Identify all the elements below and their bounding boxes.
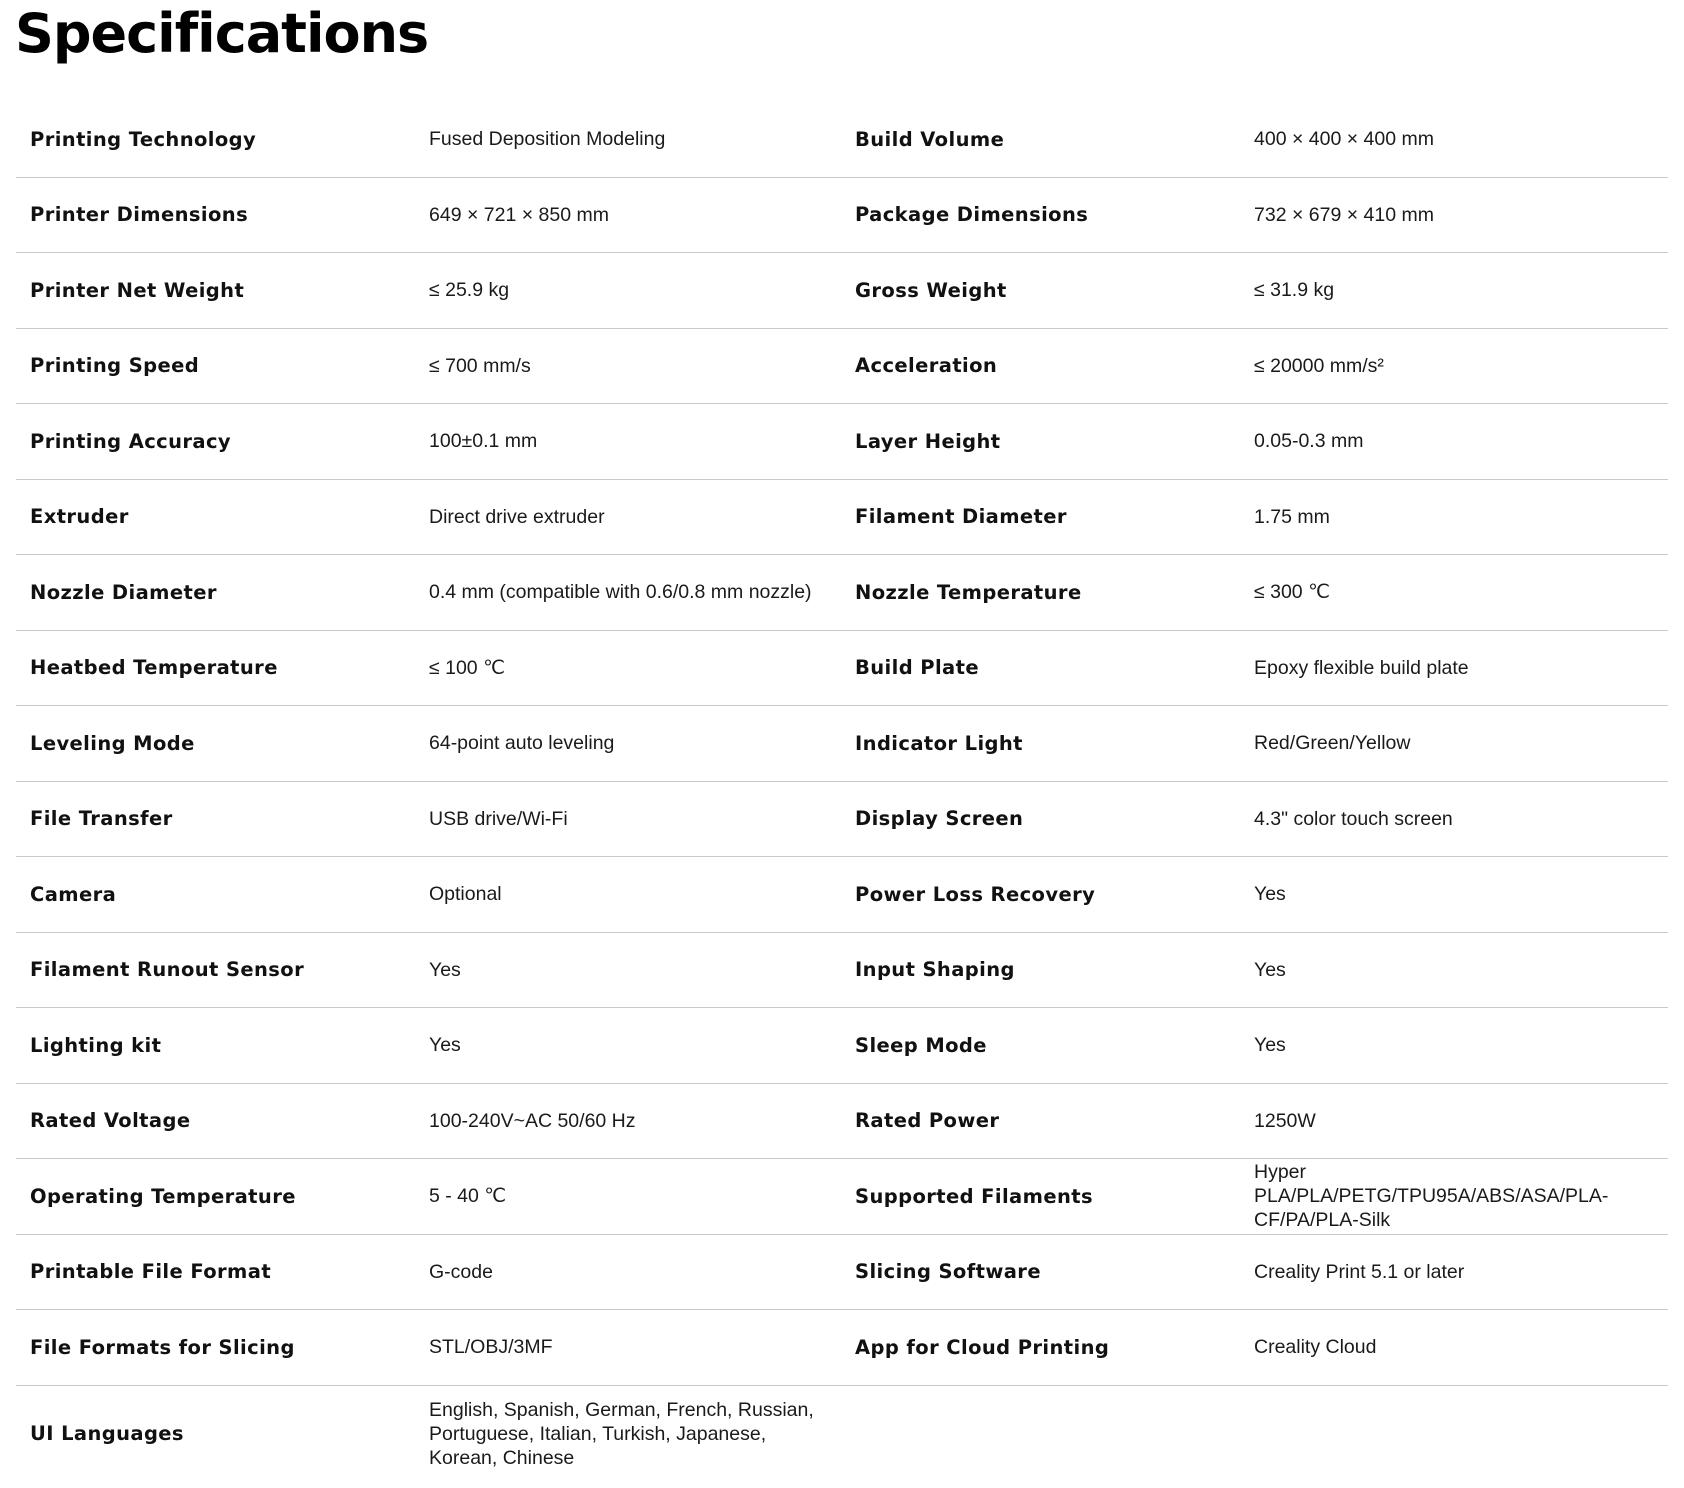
spec-row	[16, 178, 1668, 254]
spec-value: 649 × 721 × 850 mm	[429, 203, 609, 226]
spec-row	[16, 329, 1668, 405]
spec-value: Yes	[1254, 883, 1286, 906]
spec-label: Power Loss Recovery	[855, 882, 1096, 906]
spec-label: Rated Power	[855, 1109, 1000, 1133]
spec-value: Red/Green/Yellow	[1254, 732, 1411, 755]
spec-label: Package Dimensions	[855, 203, 1089, 227]
spec-label: Camera	[30, 882, 117, 906]
spec-row	[16, 1386, 1668, 1482]
spec-label: Extruder	[30, 505, 129, 529]
spec-label: Supported Filaments	[855, 1184, 1093, 1208]
spec-label: Acceleration	[855, 354, 998, 378]
spec-value: ≤ 100 ℃	[429, 656, 505, 679]
spec-value: 100±0.1 mm	[429, 430, 538, 453]
spec-label: File Transfer	[30, 807, 173, 831]
spec-label: Printing Technology	[30, 127, 257, 151]
spec-label: Build Volume	[855, 127, 1005, 151]
page-title: Specifications	[15, 2, 429, 65]
spec-label: Operating Temperature	[30, 1184, 296, 1208]
spec-label: Printer Net Weight	[30, 278, 245, 302]
spec-label: Gross Weight	[855, 278, 1007, 302]
spec-label: Layer Height	[855, 429, 1001, 453]
spec-row	[16, 933, 1668, 1009]
spec-value: 4.3" color touch screen	[1254, 807, 1453, 830]
spec-row	[16, 404, 1668, 480]
spec-value: Yes	[1254, 1034, 1286, 1057]
spec-value: ≤ 25.9 kg	[429, 279, 510, 302]
spec-value: Direct drive extruder	[429, 505, 605, 528]
spec-value: Creality Print 5.1 or later	[1254, 1260, 1465, 1283]
spec-label: Input Shaping	[855, 958, 1015, 982]
spec-value: 0.4 mm (compatible with 0.6/0.8 mm nozzle)	[429, 581, 812, 604]
spec-label: Filament Runout Sensor	[30, 958, 305, 982]
spec-row	[16, 253, 1668, 329]
spec-row	[16, 706, 1668, 782]
spec-value: 100-240V~AC 50/60 Hz	[429, 1109, 636, 1132]
spec-value: Optional	[429, 883, 502, 906]
spec-value: ≤ 31.9 kg	[1254, 279, 1335, 302]
spec-label: Slicing Software	[855, 1260, 1041, 1284]
spec-value: Fused Deposition Modeling	[429, 128, 666, 151]
spec-label: Build Plate	[855, 656, 979, 680]
spec-row	[16, 480, 1668, 556]
spec-value: Yes	[1254, 958, 1286, 981]
spec-label: Printing Speed	[30, 354, 200, 378]
spec-label: Nozzle Temperature	[855, 580, 1082, 604]
spec-value: Creality Cloud	[1254, 1336, 1377, 1359]
spec-label: Sleep Mode	[855, 1033, 987, 1057]
spec-table	[16, 102, 1668, 1482]
spec-value: Yes	[429, 1034, 461, 1057]
spec-value: 64-point auto leveling	[429, 732, 615, 755]
spec-label: Lighting kit	[30, 1033, 162, 1057]
spec-label: Nozzle Diameter	[30, 580, 217, 604]
spec-label: Printable File Format	[30, 1260, 272, 1284]
spec-value: 5 - 40 ℃	[429, 1185, 507, 1208]
spec-label: Printing Accuracy	[30, 429, 232, 453]
spec-label: File Formats for Slicing	[30, 1335, 295, 1359]
spec-label: Indicator Light	[855, 731, 1023, 755]
spec-label: Rated Voltage	[30, 1109, 191, 1133]
spec-label: Heatbed Temperature	[30, 656, 278, 680]
spec-value: G-code	[429, 1260, 493, 1283]
spec-label: UI Languages	[30, 1422, 184, 1445]
spec-value: Yes	[429, 958, 461, 981]
spec-label: Leveling Mode	[30, 731, 195, 755]
spec-row	[16, 1310, 1668, 1386]
spec-row	[16, 555, 1668, 631]
spec-value: USB drive/Wi-Fi	[429, 807, 568, 830]
spec-row	[16, 1084, 1668, 1160]
spec-label: App for Cloud Printing	[855, 1335, 1110, 1359]
spec-row	[16, 782, 1668, 858]
spec-label: Display Screen	[855, 807, 1024, 831]
spec-value: 400 × 400 × 400 mm	[1254, 128, 1434, 151]
spec-value: 1250W	[1254, 1109, 1316, 1132]
spec-row	[16, 631, 1668, 707]
spec-value: Epoxy flexible build plate	[1254, 656, 1469, 679]
spec-row	[16, 1159, 1668, 1235]
spec-value: Hyper PLA/PLA/PETG/TPU95A/ABS/ASA/PLA-CF/PA/PLA-Silk	[1254, 1161, 1609, 1232]
spec-row	[16, 1008, 1668, 1084]
spec-row	[16, 857, 1668, 933]
spec-value: ≤ 300 ℃	[1254, 581, 1330, 604]
spec-row	[16, 1235, 1668, 1311]
spec-label: Printer Dimensions	[30, 203, 249, 227]
spec-label: Filament Diameter	[855, 505, 1067, 529]
spec-value: 732 × 679 × 410 mm	[1254, 203, 1434, 226]
spec-value: ≤ 700 mm/s	[429, 354, 531, 377]
spec-value: 0.05-0.3 mm	[1254, 430, 1364, 453]
spec-row	[16, 102, 1668, 178]
spec-value: STL/OBJ/3MF	[429, 1336, 553, 1359]
spec-value: 1.75 mm	[1254, 505, 1330, 528]
spec-value: English, Spanish, German, French, Russian, Portuguese, Italian, Turkish, Japanese, Korean, Chinese	[429, 1398, 814, 1469]
spec-value: ≤ 20000 mm/s²	[1254, 354, 1384, 377]
